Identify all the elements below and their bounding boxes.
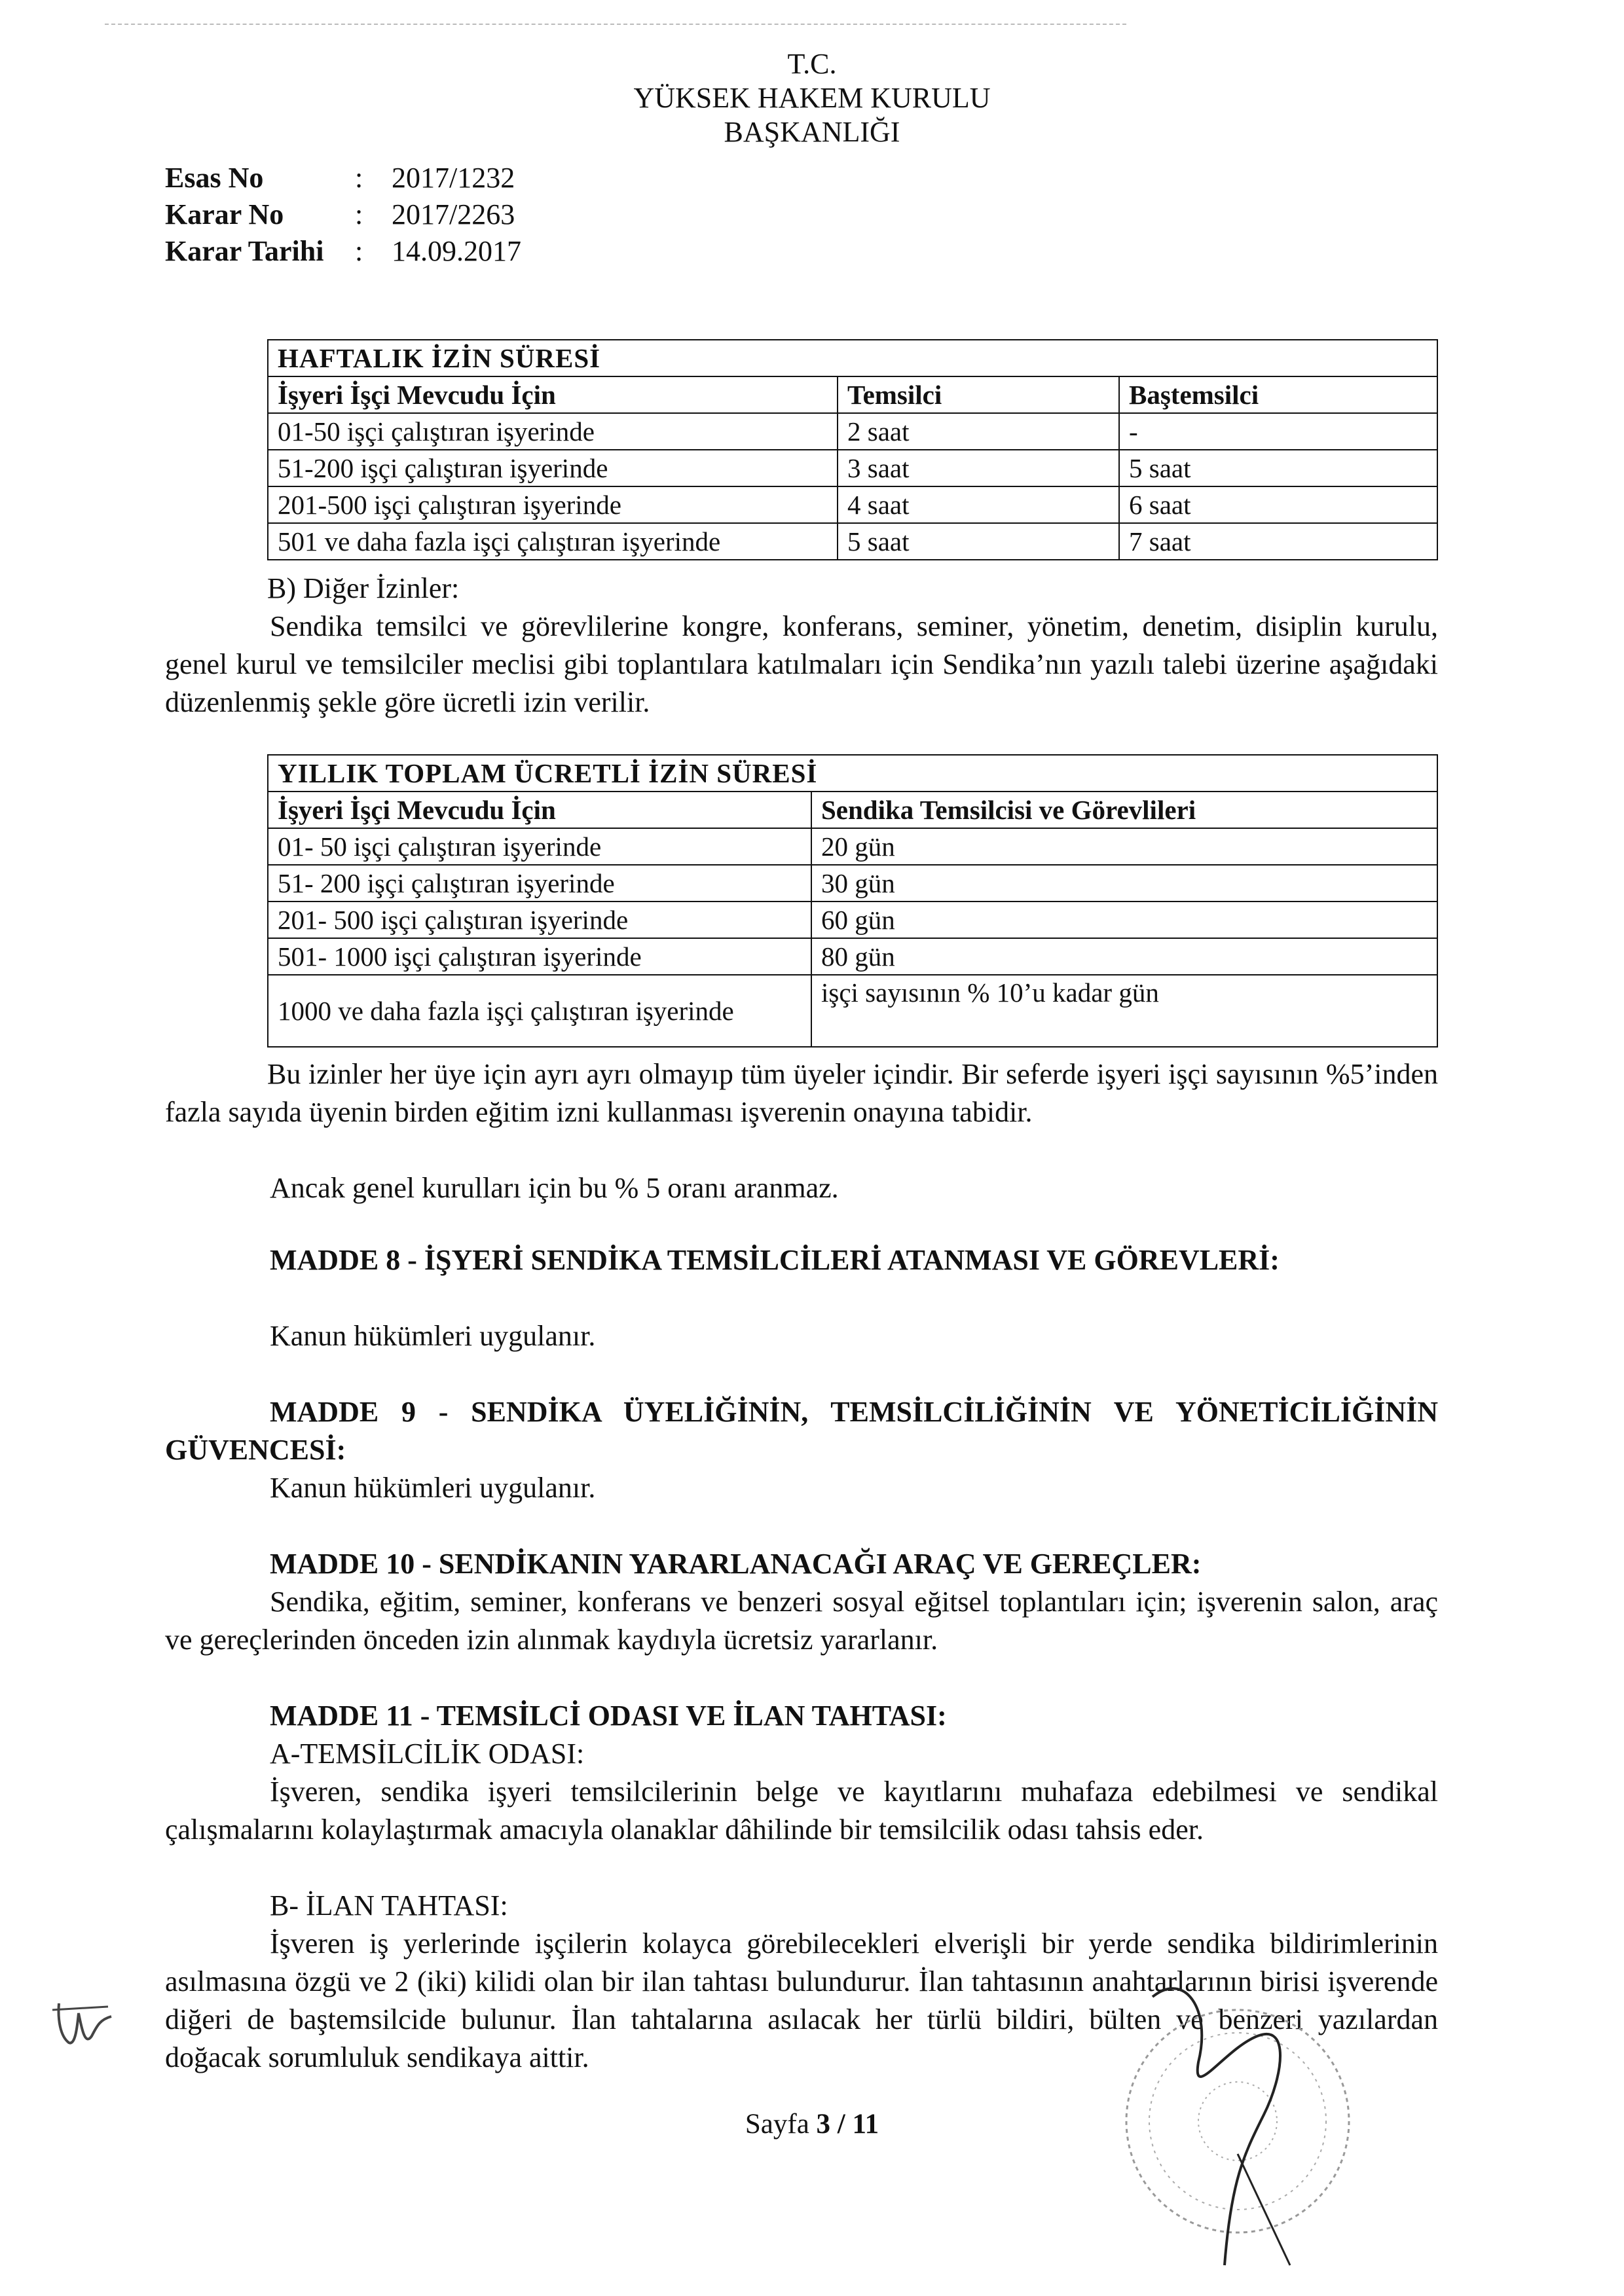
leave-note-paragraph: Bu izinler her üye için ayrı ayrı olmayıp tüm üyeler içindir. Bir seferde işyeri işçi sayısının %5’inden fazla sayıda üyenin birden eğitim izni kullanması işverenin onayına tabidir. [165, 1058, 1438, 1128]
case-value: 2017/1232 [392, 162, 515, 194]
madde-10-text: Sendika, eğitim, seminer, konferans ve benzeri sosyal eğitsel toplantıları için; işverenin salon, araç ve gereçlerinden önceden izin alınmak kaydıyla ücretsiz yararlanır. [165, 1586, 1438, 1656]
scan-edge-line [105, 24, 1126, 25]
table-header-cell: İşyeri İşçi Mevcudu İçin [268, 792, 811, 828]
table-cell: 80 gün [811, 938, 1437, 975]
table-header-cell: Temsilci [838, 376, 1119, 413]
case-label: Esas No [165, 162, 264, 194]
table-cell: 51-200 işçi çalıştıran işyerinde [268, 450, 838, 486]
table-cell: 5 saat [1119, 450, 1437, 486]
madde-11-text-b: İşveren iş yerlerinde işçilerin kolayca görebilecekleri elverişli bir yerde sendika bildirimlerinin asılmasına özgü ve 2 (iki) kilidi olan bir ilan tahtası bulundurur. İlan tahtasının anahtarlarının birisi işverende diğeri de baştemsilcide bulunur. İlan tahtalarına asılacak her türlü bildiri, bülten ve benzeri yazılardan doğacak sorumluluk sendikaya aittir. [165, 1927, 1438, 2073]
table-row [268, 902, 1437, 938]
madde-8-text: Kanun hükümleri uygulanır. [270, 1320, 596, 1352]
madde-11-heading: MADDE 11 - TEMSİLCİ ODASI VE İLAN TAHTASI: [270, 1700, 947, 1732]
header-institution: YÜKSEK HAKEM KURULU [633, 82, 991, 114]
handwritten-initial-icon [46, 1990, 118, 2056]
page-number [0, 2108, 1624, 2140]
table-row [268, 975, 1437, 1047]
table-cell: 60 gün [811, 902, 1437, 938]
table-title: YILLIK TOPLAM ÜCRETLİ İZİN SÜRESİ [268, 755, 1437, 792]
madde-11-sub-a: A-TEMSİLCİLİK ODASI: [270, 1738, 585, 1770]
section-b-text: Sendika temsilci ve görevlilerine kongre, konferans, seminer, yönetim, denetim, disiplin kurulu, genel kurul ve temsilciler meclisi gibi toplantılara katılmaları için Sendika’nın yazılı talebi üzerine aşağıdaki düzenlenmiş şekle göre ücretli izin verilir. [165, 610, 1438, 718]
case-karar-no [165, 196, 515, 233]
page-sep: / [830, 2109, 853, 2140]
table-row [268, 523, 1437, 560]
table-row [268, 938, 1437, 975]
table-cell: 1000 ve daha fazla işçi çalıştıran işyerinde [268, 975, 811, 1047]
table-cell: 5 saat [838, 523, 1119, 560]
table-header-cell: İşyeri İşçi Mevcudu İçin [268, 376, 838, 413]
case-label: Karar Tarihi [165, 235, 324, 267]
table-cell: 7 saat [1119, 523, 1437, 560]
case-value: 2017/2263 [392, 198, 515, 230]
table-cell: 20 gün [811, 828, 1437, 865]
madde-11-text-a: İşveren, sendika işyeri temsilcilerinin belge ve kayıtlarını muhafaza edebilmesi ve sendikal çalışmalarını kolaylaştırmak amacıyla olanaklar dâhilinde bir temsilcilik odası tahsis eder. [165, 1776, 1438, 1846]
case-karar-tarihi [165, 233, 521, 270]
madde-8-heading: MADDE 8 - İŞYERİ SENDİKA TEMSİLCİLERİ ATANMASI VE GÖREVLERİ: [270, 1244, 1280, 1276]
weekly-leave-table [267, 339, 1438, 560]
page-number-prefix: Sayfa [745, 2109, 817, 2140]
table-row [268, 828, 1437, 865]
case-esas-no [165, 160, 515, 196]
table-cell: 4 saat [838, 486, 1119, 523]
page-total: 11 [852, 2109, 879, 2140]
table-cell: işçi sayısının % 10’u kadar gün [811, 975, 1437, 1047]
table-cell: 30 gün [811, 865, 1437, 902]
table-cell: 01- 50 işçi çalıştıran işyerinde [268, 828, 811, 865]
table-header-row [268, 792, 1437, 828]
madde-11-sub-b: B- İLAN TAHTASI: [270, 1889, 508, 1922]
table-cell: 51- 200 işçi çalıştıran işyerinde [268, 865, 811, 902]
table-cell: 2 saat [838, 413, 1119, 450]
table-header-cell: Baştemsilci [1119, 376, 1437, 413]
general-assembly-note: Ancak genel kurulları için bu % 5 oranı aranmaz. [270, 1172, 839, 1204]
table-cell: 3 saat [838, 450, 1119, 486]
header-tc: T.C. [787, 48, 837, 80]
page-current: 3 [816, 2109, 831, 2140]
table-title: HAFTALIK İZİN SÜRESİ [268, 340, 1437, 376]
table-cell: - [1119, 413, 1437, 450]
case-sep: : [355, 198, 363, 230]
table-row [268, 413, 1437, 450]
table-cell: 01-50 işçi çalıştıran işyerinde [268, 413, 838, 450]
case-sep: : [355, 235, 363, 267]
table-row [268, 450, 1437, 486]
annual-leave-table [267, 754, 1438, 1048]
table-cell: 501 ve daha fazla işçi çalıştıran işyerinde [268, 523, 838, 560]
madde-9-heading: MADDE 9 - SENDİKA ÜYELİĞİNİN, TEMSİLCİLİĞİNİN VE YÖNETİCİLİĞİNİN GÜVENCESİ: [165, 1396, 1438, 1466]
section-b-title: B) Diğer İzinler: [267, 572, 460, 604]
table-cell: 201-500 işçi çalıştıran işyerinde [268, 486, 838, 523]
table-row [268, 486, 1437, 523]
madde-9-text: Kanun hükümleri uygulanır. [270, 1472, 596, 1504]
case-label: Karar No [165, 198, 284, 230]
table-header-row [268, 376, 1437, 413]
table-header-cell: Sendika Temsilcisi ve Görevlileri [811, 792, 1437, 828]
table-cell: 6 saat [1119, 486, 1437, 523]
table-cell: 201- 500 işçi çalıştıran işyerinde [268, 902, 811, 938]
header-department: BAŞKANLIĞI [724, 116, 900, 148]
case-sep: : [355, 162, 363, 194]
case-value: 14.09.2017 [392, 235, 521, 267]
table-row [268, 865, 1437, 902]
table-cell: 501- 1000 işçi çalıştıran işyerinde [268, 938, 811, 975]
madde-10-heading: MADDE 10 - SENDİKANIN YARARLANACAĞI ARAÇ VE GEREÇLER: [270, 1548, 1202, 1580]
